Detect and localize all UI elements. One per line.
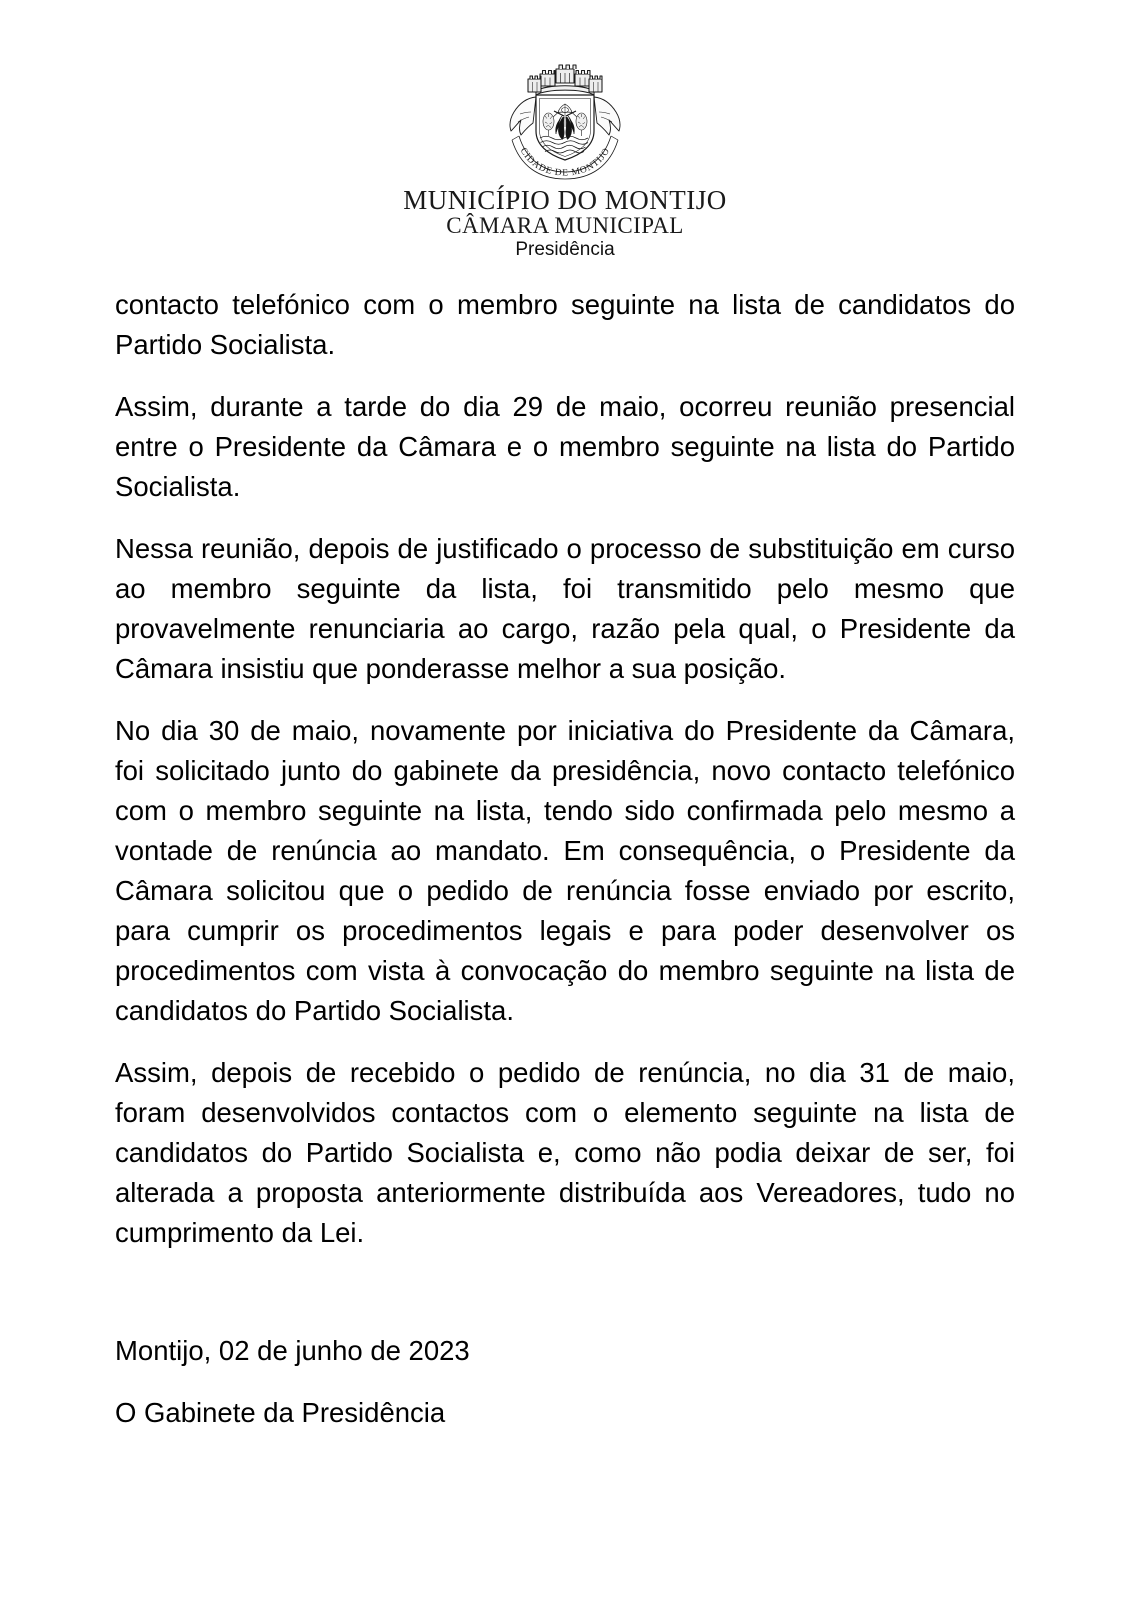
document-body (115, 261, 1015, 1253)
crest-ribbon-text: CIDADE DE MONTIJO (517, 146, 613, 179)
organization-department: Presidência (515, 239, 615, 261)
letterhead (0, 0, 1130, 261)
montijo-coat-of-arms-icon (490, 52, 640, 180)
place-and-date: Montijo, 02 de junho de 2023 (115, 1335, 470, 1367)
organization-name: MUNICÍPIO DO MONTIJO (403, 185, 727, 215)
paragraph: No dia 30 de maio, novamente por iniciativa do Presidente da Câmara, foi solicitado junto do gabinete da presidência, novo contacto telefónico com o membro seguinte na lista, tendo sido confirmada pelo mesmo a vontade de renúncia ao mandato. Em consequência, o Presidente da Câmara solicitou que o pedido de renúncia fosse enviado por escrito, para cumprir os procedimentos legais e para poder desenvolver os procedimentos com vista à convocação do membro seguinte na lista de candidatos do Partido Socialista. (115, 715, 1015, 1027)
organization-unit: CÂMARA MUNICIPAL (446, 213, 684, 239)
paragraph: Assim, depois de recebido o pedido de renúncia, no dia 31 de maio, foram desenvolvidos contactos com o elemento seguinte na lista de candidatos do Partido Socialista e, como não podia deixar de ser, foi alterada a proposta anteriormente distribuída aos Vereadores, tudo no cumprimento da Lei. (115, 1057, 1015, 1249)
signatory: O Gabinete da Presidência (115, 1397, 446, 1429)
paragraph: Nessa reunião, depois de justificado o processo de substituição em curso ao membro seguinte da lista, foi transmitido pelo mesmo que provavelmente renunciaria ao cargo, razão pela qual, o Presidente da Câmara insistiu que ponderasse melhor a sua posição. (115, 533, 1015, 685)
closing-block (115, 1253, 1015, 1433)
paragraph: contacto telefónico com o membro seguinte na lista de candidatos do Partido Socialista. (115, 289, 1015, 361)
paragraph: Assim, durante a tarde do dia 29 de maio, ocorreu reunião presencial entre o Presidente da Câmara e o membro seguinte na lista do Partido Socialista. (115, 391, 1015, 503)
